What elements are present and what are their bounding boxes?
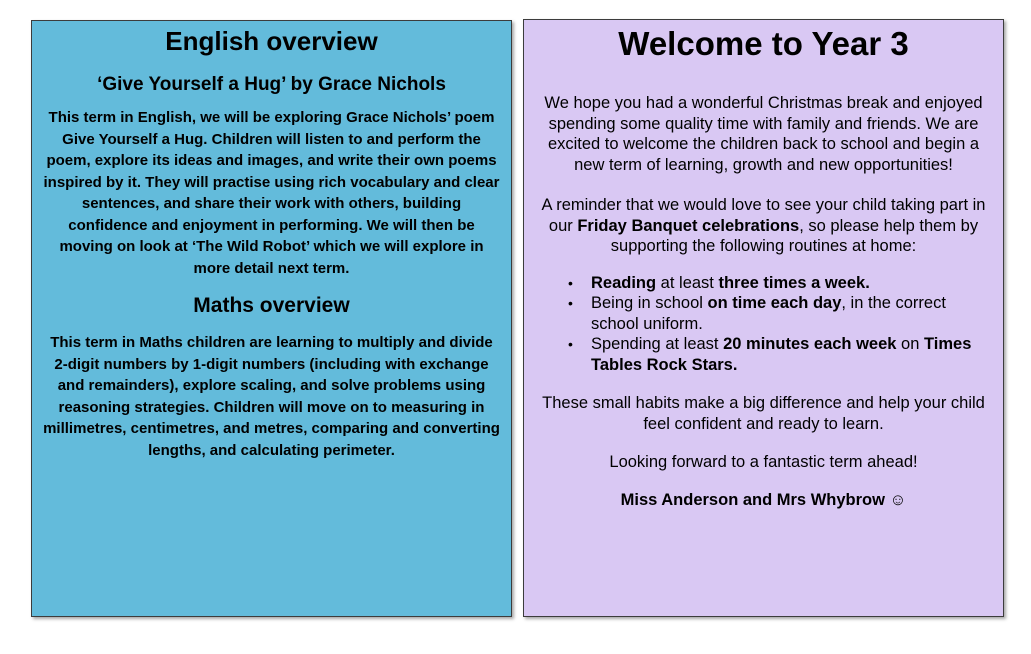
looking-forward-text: Looking forward to a fantastic term ahead! xyxy=(609,453,918,471)
reminder-bold: Friday Banquet celebrations xyxy=(577,216,800,235)
bullet-text: , in the correct school uniform. xyxy=(591,294,946,333)
habits-text: These small habits make a big difference and help your child feel confident and ready to learn. xyxy=(542,394,985,433)
signoff-text: Miss Anderson and Mrs Whybrow ☺ xyxy=(620,490,907,509)
bullet-bold: Reading xyxy=(591,273,657,292)
english-maths-panel xyxy=(31,20,512,617)
welcome-heading: Welcome to Year 3 xyxy=(618,25,909,62)
list-item xyxy=(568,334,991,375)
reminder-prefix: A reminder that we would love to see your child taking part in our xyxy=(541,196,986,235)
reminder-text xyxy=(536,195,991,257)
bullet-bold: three times a week. xyxy=(718,273,870,292)
routines-list xyxy=(536,273,991,376)
english-overview-text: This term in English, we will be exploring Grace Nichols’ poem Give Yourself a Hug. Children will listen to and perform the poem, explore its ideas and images, and write their own poems inspired by it. They will practise using rich vocabulary and clear sentences, and share their work with others, building confidence and enjoyment in performing. We will then be moving on look at ‘The Wild Robot’ which we will explore in more detail next term. xyxy=(43,109,500,277)
bullet-text: on xyxy=(896,335,924,353)
bullet-bold: Times Tables Rock Stars. xyxy=(591,335,972,374)
list-item xyxy=(568,293,991,334)
welcome-intro-text: We hope you had a wonderful Christmas break and enjoyed spending some quality time with family and friends. We are excited to welcome the children back to school and begin a new term of learning, growth and new opportunities! xyxy=(544,94,983,174)
maths-overview-heading: Maths overview xyxy=(193,294,350,317)
bullet-icon: • xyxy=(568,295,573,311)
welcome-panel xyxy=(523,19,1004,617)
english-overview-heading: English overview xyxy=(165,26,378,56)
bullet-text: at least xyxy=(656,273,719,292)
bullet-icon: • xyxy=(568,336,573,352)
reminder-suffix: , so please help them by supporting the following routines at home: xyxy=(610,216,979,255)
bullet-text: Spending at least xyxy=(591,335,724,353)
list-item xyxy=(568,273,991,294)
bullet-bold: on time each day xyxy=(707,294,842,312)
bullet-icon: • xyxy=(568,274,573,291)
bullet-text: Being in school xyxy=(591,294,708,312)
maths-overview-text: This term in Maths children are learning to multiply and divide 2-digit numbers by 1-digit numbers (including with exchange and remainders), explore scaling, and solve problems using reasoning strategies. Children will move on to measuring in millimetres, centimetres, and metres, comparing and converting lengths, and calculating perimeter. xyxy=(43,334,500,459)
bullet-bold: 20 minutes each week xyxy=(723,335,897,353)
poem-title: ‘Give Yourself a Hug’ by Grace Nichols xyxy=(97,74,446,95)
